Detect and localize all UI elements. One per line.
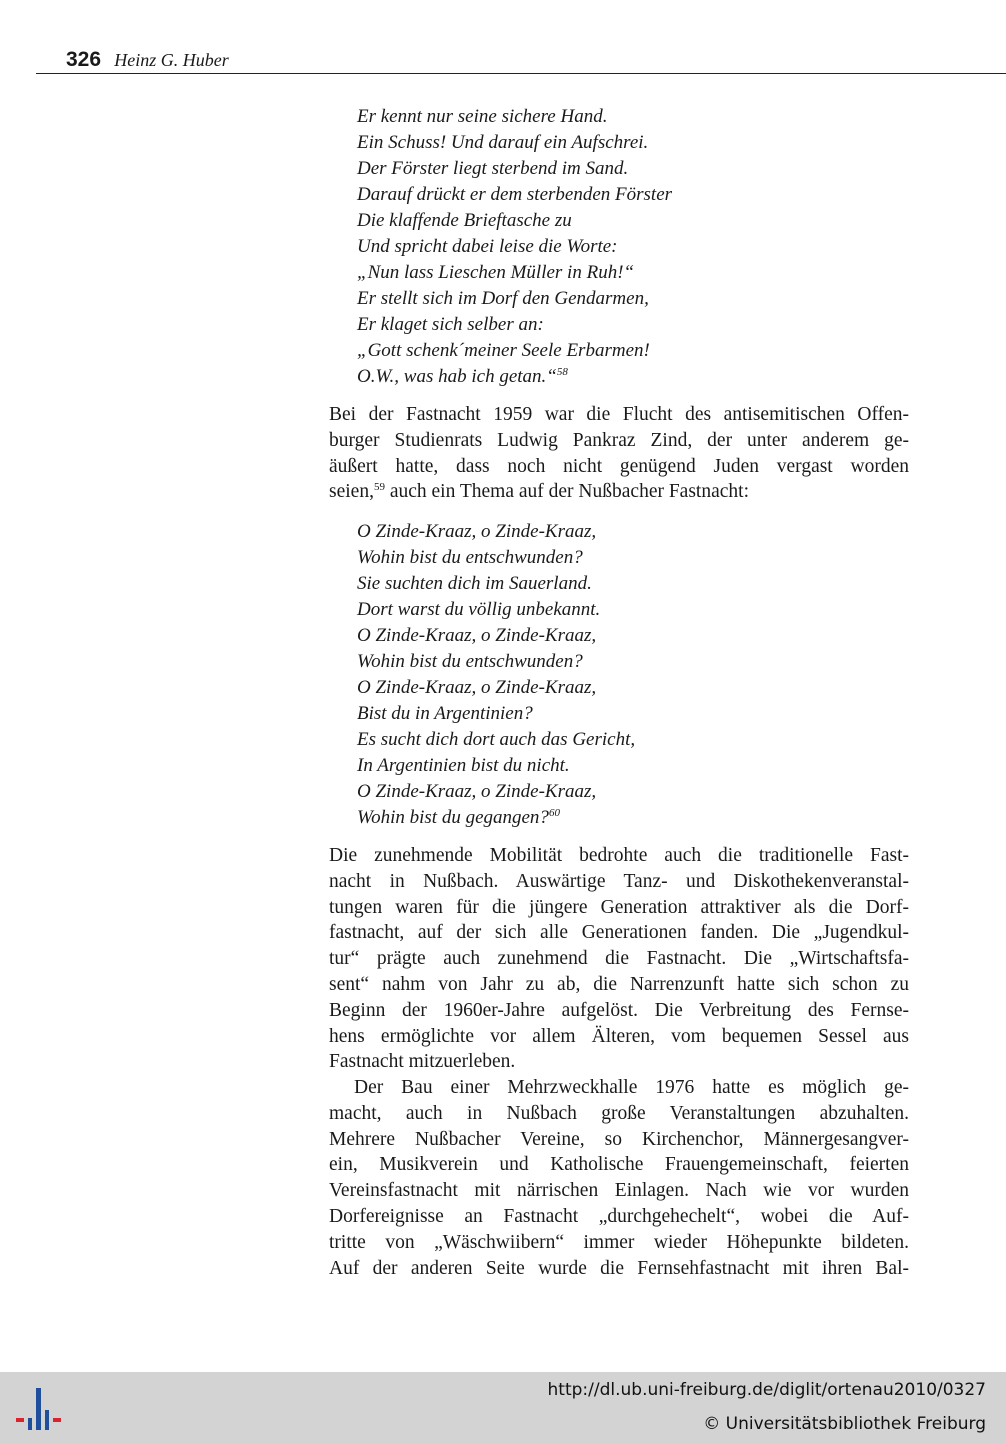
verse-line: Er kennt nur seine sichere Hand. [357, 106, 608, 127]
verse-line: Die klaffende Brieftasche zu [357, 210, 572, 231]
text-fragment: seien, [329, 481, 374, 503]
text-line: sent“ nahm von Jahr zu ab, die Narrenzunft hatte sich schon zu [329, 973, 909, 995]
verse-line: O Zinde-Kraaz, o Zinde-Kraaz, [357, 677, 597, 698]
verse-line: „Gott schenk´meiner Seele Erbarmen! [357, 340, 650, 361]
footnote-ref-60: 60 [548, 807, 560, 819]
source-url-link[interactable]: http://dl.ub.uni-freiburg.de/diglit/ortenau2010/0327 [547, 1380, 986, 1400]
verse-line: „Nun lass Lieschen Müller in Ruh!“ [357, 262, 635, 283]
verse-line: O Zinde-Kraaz, o Zinde-Kraaz, [357, 521, 597, 542]
paragraph-mehrzweckhalle [329, 1075, 909, 1281]
text-fragment: auch ein Thema auf der Nußbacher Fastnacht: [384, 481, 749, 503]
text-line: macht, auch in Nußbach große Veranstaltungen abzuhalten. [329, 1102, 909, 1124]
ub-freiburg-logo-icon [14, 1380, 66, 1436]
verse-line: Wohin bist du entschwunden? [357, 651, 583, 672]
running-head [66, 46, 229, 73]
text-line: tritte von „Wäschwiibern“ immer wieder Höhepunkte bildeten. [329, 1231, 909, 1253]
text-line: tur“ prägte auch zunehmend die Fastnacht. Die „Wirtschaftsfa- [329, 948, 909, 970]
verse-block-1 [357, 104, 672, 390]
text-line: Fastnacht mitzuerleben. [329, 1051, 516, 1073]
verse-line: Und spricht dabei leise die Worte: [357, 236, 618, 257]
footnote-ref-59: 59 [373, 481, 385, 494]
verse-line: Er stellt sich im Dorf den Gendarmen, [357, 288, 649, 309]
verse-line [357, 364, 672, 390]
text-line: Bei der Fastnacht 1959 war die Flucht des antisemitischen Offen- [329, 404, 909, 425]
text-line: Beginn der 1960er-Jahre aufgelöst. Die Verbreitung des Fernse- [329, 999, 909, 1021]
running-head-author: Heinz G. Huber [114, 50, 229, 70]
verse-line-text: O.W., was hab ich getan.“ [357, 366, 557, 387]
text-line: äußert hatte, dass noch nicht genügend Juden vergast worden [329, 455, 909, 477]
verse-line: Darauf drückt er dem sterbenden Förster [357, 184, 673, 205]
footnote-ref-58: 58 [556, 366, 568, 378]
logo-mark [28, 1418, 32, 1430]
verse-line: O Zinde-Kraaz, o Zinde-Kraaz, [357, 625, 597, 646]
verse-line: Wohin bist du entschwunden? [357, 547, 583, 568]
logo-mark [16, 1418, 24, 1422]
text-line: Vereinsfastnacht mit närrischen Einlagen. Nach wie vor wurden [329, 1180, 909, 1202]
verse-line: Bist du in Argentinien? [357, 703, 533, 724]
text-line: burger Studienrats Ludwig Pankraz Zind, der unter anderem ge- [329, 429, 909, 451]
verse-line: In Argentinien bist du nicht. [357, 755, 570, 776]
verse-line: Der Förster liegt sterbend im Sand. [357, 158, 629, 179]
text-line: nacht in Nußbach. Auswärtige Tanz- und Diskothekenveranstal- [329, 870, 909, 892]
verse-line: Dort warst du völlig unbekannt. [357, 599, 601, 620]
copyright-notice: © Universitätsbibliothek Freiburg [703, 1414, 986, 1434]
verse-line: Sie suchten dich im Sauerland. [357, 573, 592, 594]
text-line [329, 479, 909, 505]
verse-line: Er klaget sich selber an: [357, 314, 544, 335]
footer-bar [0, 1372, 1006, 1444]
verse-line: Es sucht dich dort auch das Gericht, [357, 729, 636, 750]
verse-line: O Zinde-Kraaz, o Zinde-Kraaz, [357, 781, 597, 802]
logo-mark [53, 1418, 61, 1422]
paragraph-mobilitaet [329, 843, 909, 1075]
text-line: tungen waren für die jüngere Generation attraktiver als die Dorf- [329, 896, 909, 918]
verse-line: Ein Schuss! Und darauf ein Aufschrei. [357, 132, 649, 153]
text-line: Dorfereignisse an Fastnacht „durchgehechelt“, wobei die Auf- [329, 1205, 909, 1227]
text-line: Der Bau einer Mehrzweckhalle 1976 hatte es möglich ge- [354, 1077, 909, 1098]
logo-mark [36, 1388, 41, 1430]
text-line: Auf der anderen Seite wurde die Fernsehfastnacht mit ihren Bal- [329, 1257, 909, 1279]
verse-line-text: Wohin bist du gegangen? [357, 807, 549, 828]
verse-line [357, 805, 635, 831]
verse-block-2 [357, 519, 635, 831]
text-line: hens ermöglichte vor allem Älteren, vom bequemen Sessel aus [329, 1025, 909, 1047]
logo-mark [45, 1410, 49, 1430]
text-line: ein, Musikverein und Katholische Frauengemeinschaft, feierten [329, 1154, 909, 1176]
paragraph-fastnacht-1959 [329, 402, 909, 505]
text-line: fastnacht, auf der sich alle Generationen fanden. Die „Jugendkul- [329, 922, 909, 944]
page-number: 326 [66, 48, 102, 71]
text-line: Mehrere Nußbacher Vereine, so Kirchenchor, Männergesangver- [329, 1128, 909, 1150]
text-line: Die zunehmende Mobilität bedrohte auch die traditionelle Fast- [329, 845, 909, 866]
header-rule [36, 73, 1006, 74]
